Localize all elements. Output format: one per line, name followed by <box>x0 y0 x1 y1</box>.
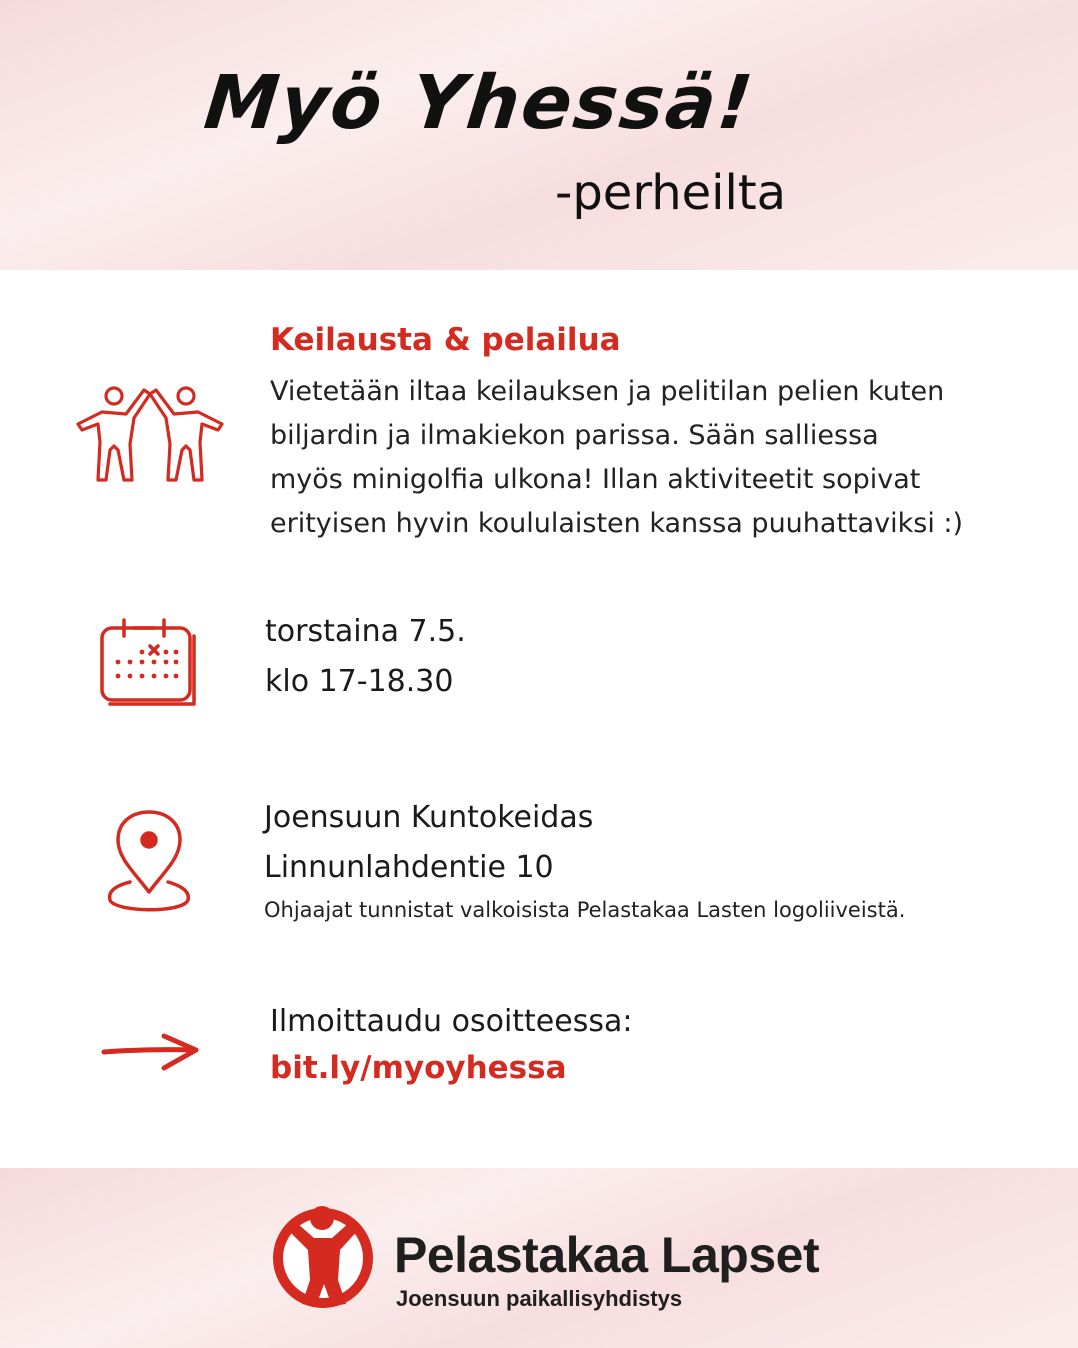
child-in-circle-logo <box>268 1200 378 1312</box>
event-date: torstaina 7.5. <box>265 614 466 649</box>
people-high-five-icon <box>74 384 226 486</box>
signup-label: Ilmoittaudu osoitteessa: <box>270 1004 633 1039</box>
page-subtitle: -perheilta <box>555 165 787 221</box>
brand-subtitle: Joensuun paikallisyhdistys <box>396 1286 683 1311</box>
brand-name: Pelastakaa Lapset <box>394 1227 820 1283</box>
signup-link[interactable]: bit.ly/myoyhessa <box>270 1050 567 1086</box>
location-pin-icon <box>104 808 194 920</box>
venue-name: Joensuun Kuntokeidas <box>264 800 594 835</box>
activity-heading: Keilausta & pelailua <box>270 322 621 358</box>
activity-line: Vietetään iltaa keilauksen ja pelitilan pelien kuten <box>270 376 945 407</box>
page-title: Myö Yhessä! <box>200 60 759 146</box>
activity-line: biljardin ja ilmakiekon parissa. Sään salliessa <box>270 420 879 451</box>
calendar-icon <box>98 612 202 708</box>
venue-note: Ohjaajat tunnistat valkoisista Pelastakaa Lasten logoliiveistä. <box>264 898 906 922</box>
activity-line: myös minigolfia ulkona! Illan aktiviteetit sopivat <box>270 464 921 495</box>
event-time: klo 17-18.30 <box>265 664 454 699</box>
venue-address: Linnunlahdentie 10 <box>264 850 554 885</box>
arrow-right-icon <box>100 1030 202 1074</box>
activity-line: erityisen hyvin koululaisten kanssa puuhattaviksi :) <box>270 508 964 539</box>
activity-description <box>270 370 1030 546</box>
